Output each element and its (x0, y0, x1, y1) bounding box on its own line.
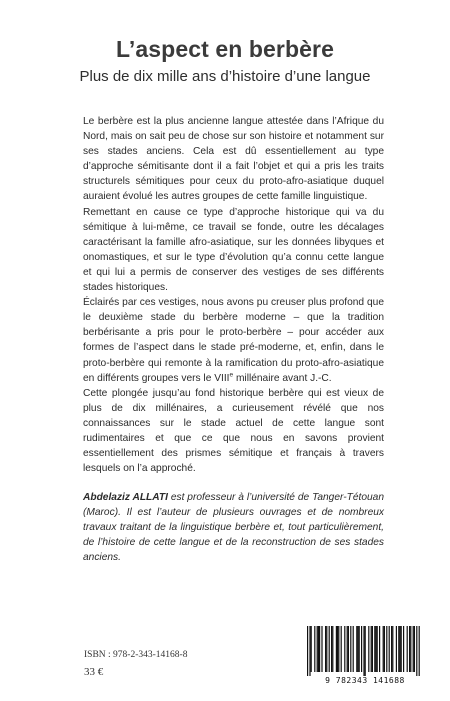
book-subtitle: Plus de dix mille ans d’histoire d’une langue (79, 68, 371, 85)
barcode-bar (396, 626, 397, 672)
barcode-bar (372, 626, 373, 672)
barcode-bar (403, 626, 404, 672)
superscript-e: e (229, 371, 234, 379)
barcode-bar (347, 626, 348, 672)
barcode-bar (384, 626, 385, 672)
price: 33 € (84, 666, 104, 678)
barcode-bar (356, 626, 357, 672)
barcode-bar (414, 626, 415, 672)
author-name: Abdelaziz ALLATI (83, 492, 168, 503)
barcode-bar (353, 626, 354, 672)
barcode-bar (371, 626, 372, 672)
blurb (83, 114, 384, 476)
barcode-bar (337, 626, 338, 672)
barcode-bar (377, 626, 378, 672)
barcode-bar (314, 626, 315, 672)
barcode-bar (309, 626, 310, 676)
barcode-bar (319, 626, 320, 672)
author-bio (83, 490, 384, 565)
barcode-bar (399, 626, 400, 672)
barcode-bar (413, 626, 414, 672)
blurb-paragraph-2: Remettant en cause ce type d’approche historique qui va du sémitique à lui-même, ce travail se fonde, outre les décalages caractérisant la famille afro-asiatique, sur les données libyques et onomastiques, et sur le type d’évolution qu’a connu cette langue et qui lui a permis de conserver des vestiges de ses différents stades historiques. (83, 206, 384, 294)
barcode-bar (392, 626, 393, 672)
barcode-bar (379, 626, 380, 672)
barcode-bar (326, 626, 327, 672)
blurb-paragraph-1: Le berbère est la plus ancienne langue attestée dans l’Afrique du Nord, mais on sait peu de chose sur son histoire et notamment sur ses stades anciens. Cela est dû essentiellement au type d’approche sémitisante dont il a fait l’objet et qui a pris les traits structurels sémitiques pour ceux du proto-afro-asiatique duquel auraient évolué les autres groupes de cette famille linguistique. (83, 116, 384, 203)
blurb-paragraph-4: Cette plongée jusqu’au fond historique berbère qui est vieux de plus de dix millénaires, a curieusement révélé que nos connaissances sur le stade actuel de cette langue sont rudimentaires et que ce que nous en savons provient essentiellement des prismes sémitique et français à travers lesquels on l’a approché. (83, 387, 384, 475)
barcode-bar (341, 626, 342, 672)
barcode-bar (317, 626, 318, 672)
isbn: ISBN : 978-2-343-14168-8 (84, 650, 188, 660)
author-bio-text: est professeur à l’université de Tanger-Tétouan (Maroc). Il est l’auteur de plusieurs ouvrages et de nombreux travaux traitant de la linguistique berbère et, tout particulièrement, de l’histoire de cette langue et de la reconstruction de ses stades anciens. (83, 492, 384, 564)
barcode-bar (419, 626, 420, 676)
barcode-bar (374, 626, 375, 672)
barcode-bar (307, 626, 308, 676)
barcode-bar (409, 626, 410, 672)
barcode-bar (350, 626, 351, 672)
barcode-bar (391, 626, 392, 672)
barcode-bar (416, 626, 417, 676)
barcode-number: 9 782343 141688 (325, 676, 405, 685)
barcode-bar (361, 626, 362, 672)
barcode-bar (344, 626, 345, 672)
blurb-paragraph-3-text: Éclairés par ces vestiges, nous avons pu creuser plus profond que le deuxième stade du berbère moderne – que la tradition berbérisante a pris pour le proto-berbère – pour accéder aux formes de l’aspect dans le stade pré-moderne, et, enfin, dans le proto-berbère qui remonte à la ramification du proto-afro-asiatique en différents groupes vers le VIII (83, 297, 384, 384)
barcode-bar (357, 626, 358, 672)
blurb-paragraph-3-tail: millénaire avant J.-C. (233, 372, 332, 384)
barcode-bar (365, 626, 366, 676)
barcode-bar (383, 626, 384, 672)
barcode-bar (332, 626, 333, 672)
barcode-bar (407, 626, 408, 672)
barcode-bar (331, 626, 332, 672)
barcode-bar (311, 626, 312, 672)
barcode-bar (386, 626, 387, 672)
barcode-bar (375, 626, 376, 672)
barcode-bar (325, 626, 326, 672)
book-title: L’aspect en berbère (116, 36, 334, 62)
barcode-bar (398, 626, 399, 672)
barcode-bar (329, 626, 330, 672)
barcode-bar (348, 626, 349, 672)
barcode-bar (336, 626, 337, 672)
barcode-bar (318, 626, 319, 672)
barcode-bar (338, 626, 339, 672)
barcode-bar (363, 626, 364, 676)
barcode-bar (359, 626, 360, 672)
barcode (302, 624, 428, 686)
barcode-bar (410, 626, 411, 672)
barcode-bar (389, 626, 390, 672)
barcode-bar (368, 626, 369, 672)
blurb-paragraph-3 (83, 295, 384, 386)
barcode-bars-icon (306, 626, 424, 676)
barcode-bar (321, 626, 322, 672)
barcode-bar (401, 626, 402, 672)
